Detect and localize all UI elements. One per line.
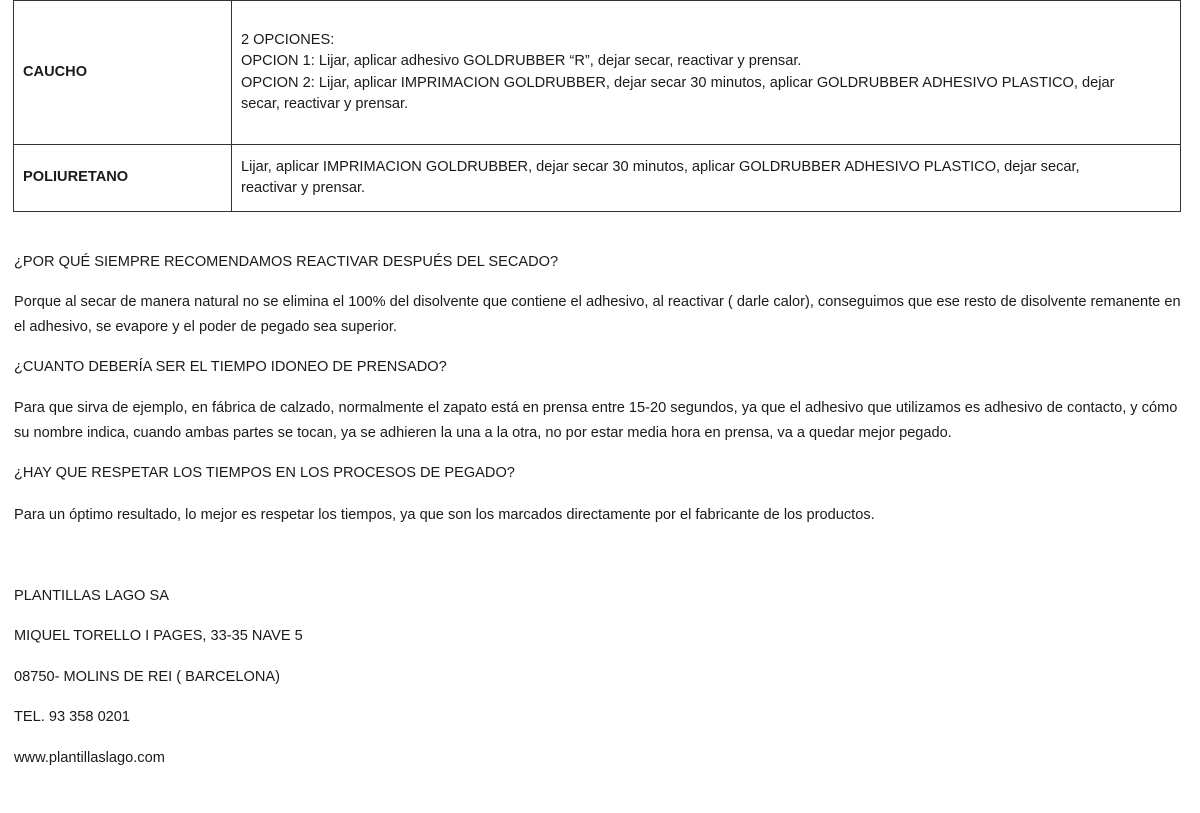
faq-question: ¿CUANTO DEBERÍA SER EL TIEMPO IDONEO DE PRENSADO? (14, 359, 447, 375)
instruction-line: OPCION 2: Lijar, aplicar IMPRIMACION GOLDRUBBER, dejar secar 30 minutos, aplicar GOLDRUBBER ADHESIVO PLASTICO, dejar (241, 74, 1115, 91)
company-website[interactable]: www.plantillaslago.com (14, 750, 165, 766)
faq-answer: Para un óptimo resultado, lo mejor es respetar los tiempos, ya que son los marcados directamente por el fabricante de los productos. (14, 507, 875, 523)
instruction-line: OPCION 1: Lijar, aplicar adhesivo GOLDRUBBER “R”, dejar secar, reactivar y prensar. (241, 53, 802, 69)
company-address: MIQUEL TORELLO I PAGES, 33-35 NAVE 5 (14, 628, 303, 644)
company-city: 08750- MOLINS DE REI ( BARCELONA) (14, 669, 281, 685)
instructions-cell (232, 1, 1181, 145)
adhesive-instructions-table (13, 0, 1181, 212)
faq-answer: Porque al secar de manera natural no se elimina el 100% del disolvente que contiene el adhesivo, al reactivar ( darle calor), conseguimos que ese resto de disolvente remanente en el adhesivo, se evapore y el poder de pegado sea superior. (14, 294, 1181, 335)
faq-answer: Para que sirva de ejemplo, en fábrica de calzado, normalmente el zapato está en prensa entre 15-20 segundos, ya que el adhesivo que utilizamos es adhesivo de contacto, y cómo su nombre indica, cuando ambas partes se tocan, ya se adhieren la una a la otra, no por estar media hora en prensa, va a quedar mejor pegado. (14, 400, 1178, 441)
instruction-line: secar, reactivar y prensar. (241, 96, 409, 112)
faq-question: ¿POR QUÉ SIEMPRE RECOMENDAMOS REACTIVAR DESPUÉS DEL SECADO? (14, 254, 559, 270)
instruction-line: 2 OPCIONES: (241, 31, 335, 48)
instructions-cell (232, 145, 1181, 212)
faq-question: ¿HAY QUE RESPETAR LOS TIEMPOS EN LOS PROCESOS DE PEGADO? (14, 465, 515, 481)
material-name: CAUCHO (14, 1, 232, 145)
instruction-line: Lijar, aplicar IMPRIMACION GOLDRUBBER, dejar secar 30 minutos, aplicar GOLDRUBBER ADHESIVO PLASTICO, dejar secar, (241, 158, 1080, 175)
company-phone: TEL. 93 358 0201 (14, 709, 131, 725)
table-row (14, 145, 1181, 212)
material-name: POLIURETANO (14, 145, 232, 212)
instruction-line: reactivar y prensar. (241, 180, 366, 196)
table-row (14, 1, 1181, 145)
company-name: PLANTILLAS LAGO SA (14, 588, 169, 604)
